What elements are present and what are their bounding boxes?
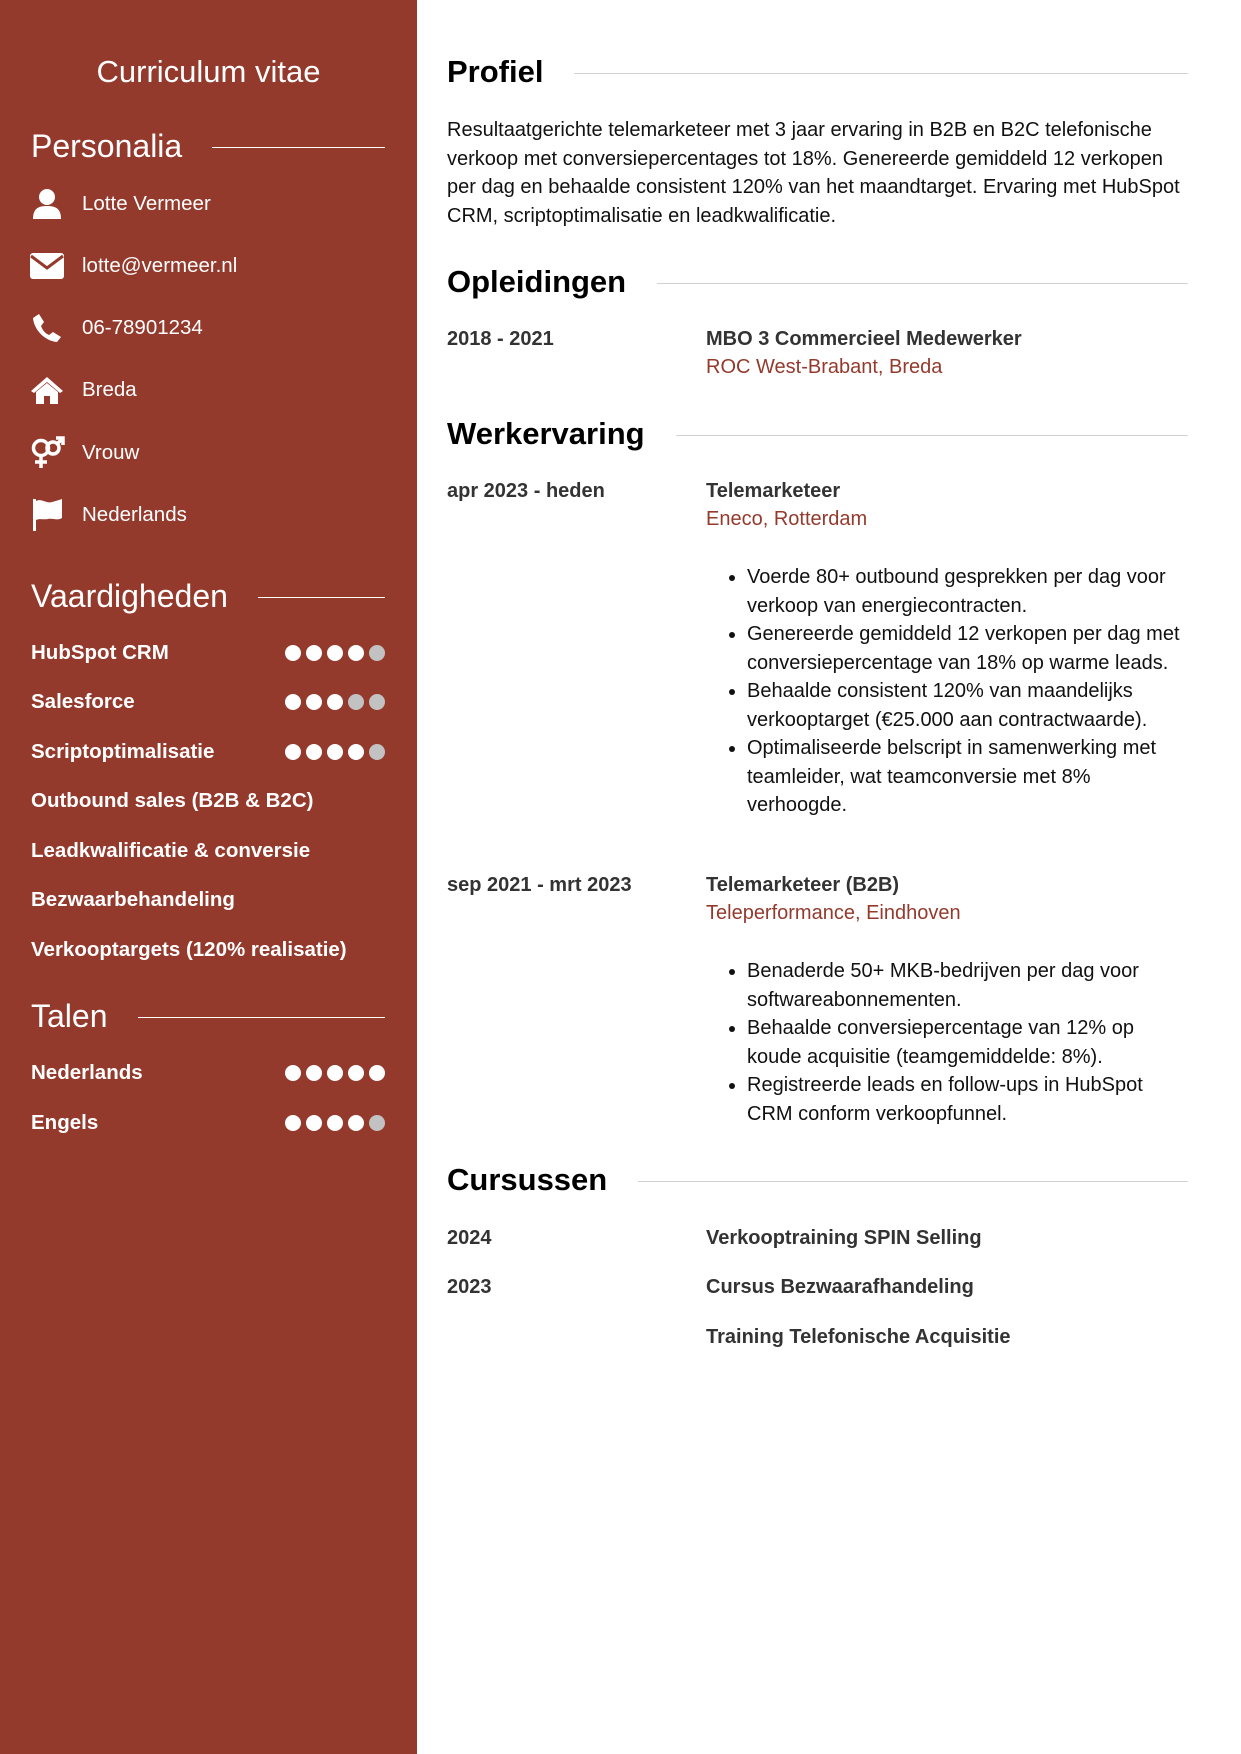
course-title: Cursus Bezwaarafhandeling [706,1276,974,1298]
rating-dot-filled [285,744,301,760]
skill-label: Outbound sales (B2B & B2C) [31,789,314,812]
rating-dot-filled [306,694,322,710]
contact-gender-text: Vrouw [82,441,140,464]
education-institution: ROC West-Brabant, Breda [706,356,943,378]
contact-name-text: Lotte Vermeer [82,192,211,215]
skill-label: Scriptoptimalisatie [31,740,215,763]
languages-heading [31,996,385,1036]
skills-heading-label: Vaardigheden [31,578,228,614]
contact-nationality [29,495,187,535]
rating-dot-filled [348,744,364,760]
heading-divider [638,1181,1188,1182]
education-date: 2018 - 2021 [447,328,554,350]
rating-dot-filled [348,1115,364,1131]
education-heading [447,262,1188,302]
job-title: Telemarketeer (B2B) [706,874,900,896]
rating-dot-filled [327,1115,343,1131]
experience-heading [447,414,1188,454]
rating-dot-filled [285,1115,301,1131]
language-row [31,1109,385,1137]
flag-icon [29,497,65,533]
rating-dot-empty [369,694,385,710]
heading-divider [676,435,1188,436]
education-title: MBO 3 Commercieel Medewerker [706,328,1022,350]
job-bullets [706,563,1188,820]
contact-phone-text: 06-78901234 [82,316,203,339]
skill-label: Verkooptargets (120% realisatie) [31,938,347,961]
rating-dot-filled [306,1065,322,1081]
rating-dot-filled [348,1065,364,1081]
bullet-item: • Registreerde leads en follow-ups in HubSpot CRM conform verkoopfunnel. [747,1071,1188,1128]
skill-label: Salesforce [31,690,135,713]
skill-rating [285,645,385,661]
education-heading-label: Opleidingen [447,264,627,299]
job-employer: Teleperformance, Eindhoven [706,902,961,924]
course-entry [706,1273,1188,1301]
job-entry [706,477,1188,533]
job-employer: Eneco, Rotterdam [706,508,868,530]
skill-row [31,886,385,914]
contact-gender [29,433,139,473]
contact-email-text: lotte@vermeer.nl [82,254,238,277]
contact-city [29,370,137,410]
skill-row [31,688,385,716]
rating-dot-empty [348,694,364,710]
personalia-heading-label: Personalia [31,128,183,164]
profile-heading [447,52,1188,92]
language-label: Nederlands [31,1061,143,1084]
course-date: 2024 [447,1227,492,1249]
bullet-item: • Voerde 80+ outbound gesprekken per dag voor verkoop van energiecontracten. [747,563,1188,620]
heading-divider [258,597,385,598]
rating-dot-filled [285,694,301,710]
language-row [31,1059,385,1087]
rating-dot-filled [327,1065,343,1081]
heading-divider [212,147,385,148]
bullet-item: • Behaalde consistent 120% van maandelijks verkooptarget (€25.000 aan contractwaarde). [747,677,1188,734]
heading-divider [657,283,1188,284]
personalia-heading [31,126,385,166]
skill-label: Bezwaarbehandeling [31,888,235,911]
courses-heading-label: Cursussen [447,1162,608,1197]
heading-divider [138,1017,386,1018]
language-rating [285,1065,385,1081]
skill-rating [285,694,385,710]
skill-row [31,738,385,766]
course-entry [706,1224,1188,1252]
skill-row [31,837,385,865]
job-date: sep 2021 - mrt 2023 [447,874,632,896]
rating-dot-empty [369,1115,385,1131]
rating-dot-filled [306,1115,322,1131]
skill-label: HubSpot CRM [31,641,169,664]
skill-row [31,787,385,815]
skill-rating [285,744,385,760]
bullet-item: • Optimaliseerde belscript in samenwerking met teamleider, wat teamconversie met 8% verhoogde. [747,734,1188,820]
contact-city-text: Breda [82,378,137,401]
contact-phone [29,308,203,348]
rating-dot-filled [306,645,322,661]
rating-dot-empty [369,645,385,661]
job-entry [706,871,1188,927]
bullet-item: • Genereerde gemiddeld 12 verkopen per dag met conversiepercentage van 18% op warme leads. [747,620,1188,677]
envelope-icon [29,248,65,284]
bullet-item: • Behaalde conversiepercentage van 12% op koude acquisitie (teamgemiddelde: 8%). [747,1014,1188,1071]
sidebar [0,0,417,1754]
skills-heading [31,576,385,616]
rating-dot-empty [369,744,385,760]
profile-text: Resultaatgerichte telemarketeer met 3 jaar ervaring in B2B en B2C telefonische verkoop met conversiepercentages tot 18%. Genereerde gemiddeld 12 verkopen per dag en behaalde consistent 120% van het maandtarget. Ervaring met HubSpot CRM, scriptoptimalisatie en leadkwalificatie. [447,119,1180,227]
course-title: Training Telefonische Acquisitie [706,1326,1011,1348]
job-title: Telemarketeer [706,480,841,502]
skill-label: Leadkwalificatie & conversie [31,839,311,862]
experience-heading-label: Werkervaring [447,416,645,451]
bullet-item: • Benaderde 50+ MKB-bedrijven per dag voor softwareabonnementen. [747,957,1188,1014]
rating-dot-filled [327,694,343,710]
rating-dot-filled [285,645,301,661]
phone-icon [29,310,65,346]
home-icon [29,372,65,408]
job-bullets [706,957,1188,1128]
course-date: 2023 [447,1276,492,1298]
course-entry [706,1323,1188,1351]
education-entry [706,325,1188,381]
contact-name [29,184,211,224]
contact-email [29,246,237,286]
document-title: Curriculum vitae [96,54,321,89]
languages-heading-label: Talen [31,998,108,1034]
job-date: apr 2023 - heden [447,480,605,502]
contact-nationality-text: Nederlands [82,503,187,526]
language-label: Engels [31,1111,99,1134]
rating-dot-filled [327,645,343,661]
rating-dot-filled [327,744,343,760]
profile-heading-label: Profiel [447,54,544,89]
rating-dot-filled [285,1065,301,1081]
skill-row [31,639,385,667]
rating-dot-filled [369,1065,385,1081]
language-rating [285,1115,385,1131]
heading-divider [574,73,1188,74]
courses-heading [447,1160,1188,1200]
gender-icon [29,435,65,471]
skill-row [31,936,385,964]
rating-dot-filled [306,744,322,760]
course-title: Verkooptraining SPIN Selling [706,1227,982,1249]
rating-dot-filled [348,645,364,661]
user-icon [29,186,65,222]
